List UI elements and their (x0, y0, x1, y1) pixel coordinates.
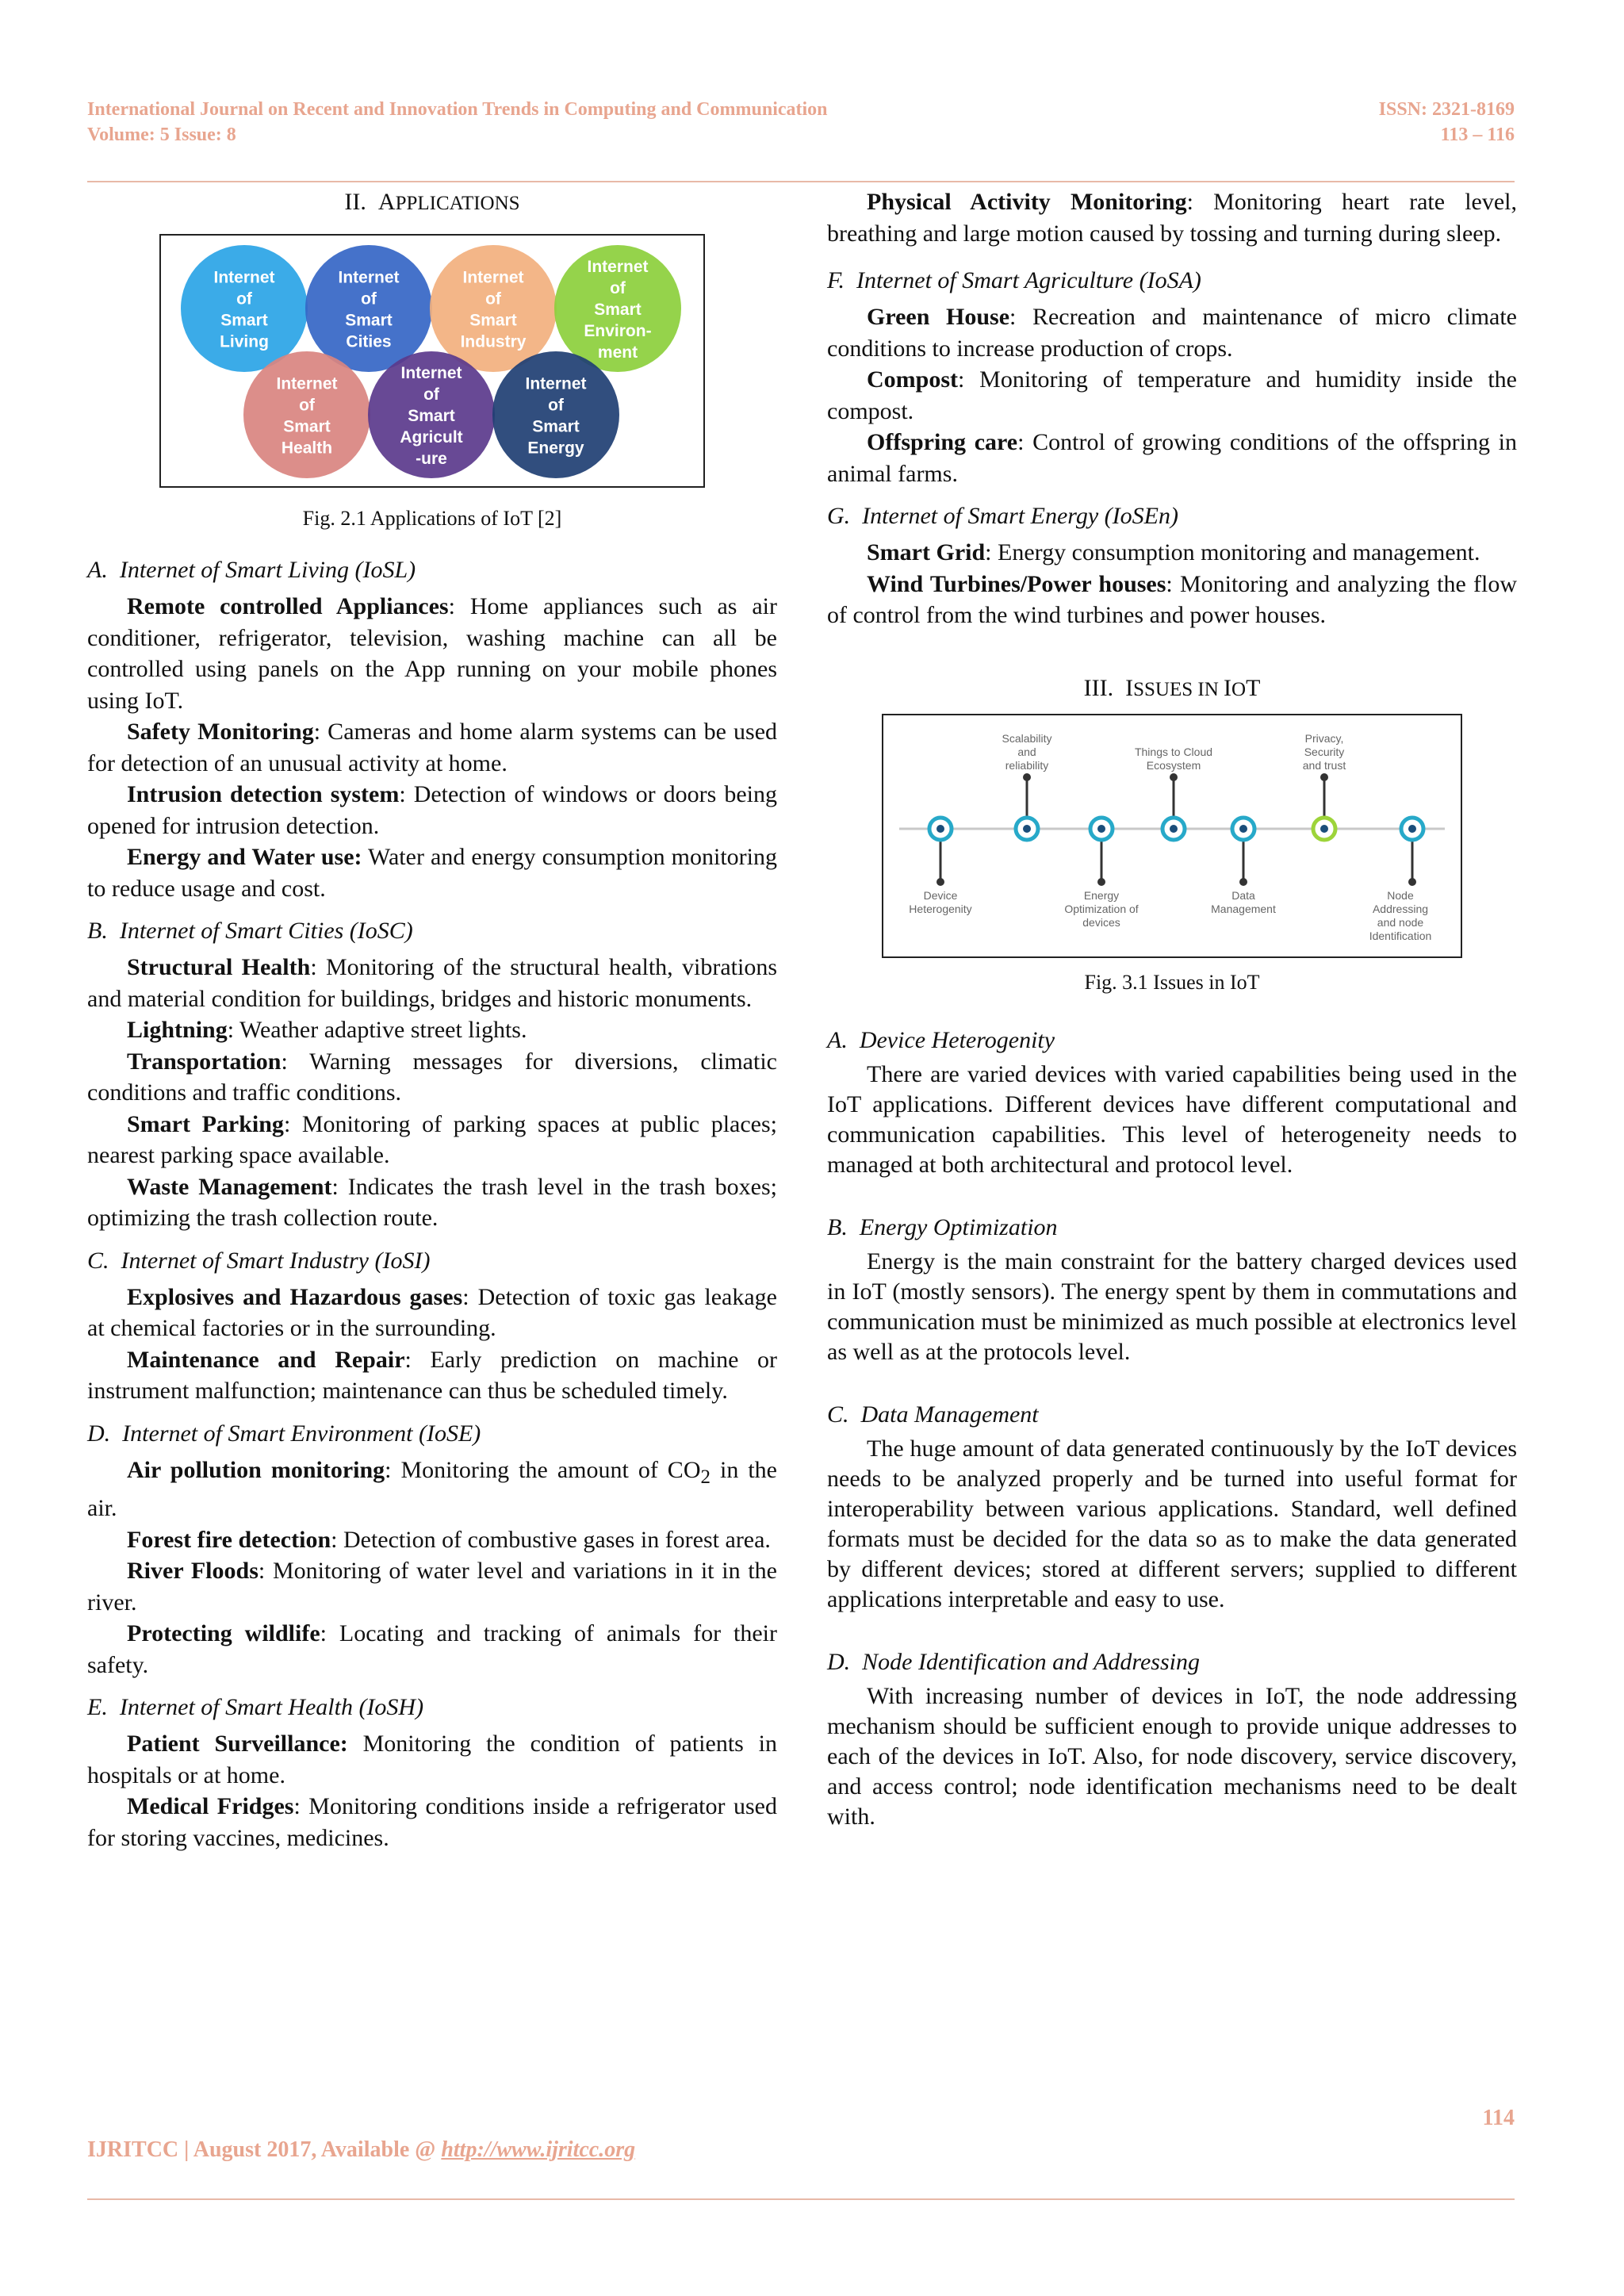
timeline-node-center (1170, 825, 1178, 833)
application-circle-label: Health (281, 439, 333, 458)
item-waste-management: Waste Management: Indicates the trash level in the trash boxes; optimizing the trash collection route. (87, 1173, 777, 1231)
paragraph-node-identification: With increasing number of devices in IoT, the node addressing mechanism should be sufficient enough to provide unique addresses to each of the devices in IoT. Also, for node discovery, service discovery, and access control; node identification mechanisms need to be dealt with. (827, 1682, 1517, 1830)
section-heading-applications: II. APPLICATIONS (344, 189, 520, 215)
subsection-data-management: C. Data Management (827, 1401, 1039, 1428)
issues-timeline-diagram (883, 715, 1461, 956)
application-circle-label: of (423, 385, 439, 404)
application-circle-5 (368, 351, 495, 478)
journal-issn-block (1379, 97, 1515, 148)
application-circle-label: Smart (594, 301, 642, 319)
paragraph-device-heterogenity: There are varied devices with varied capabilities being used in the IoT applications. Different devices have different computational and communication capabilities. This level of heterogeneity needs to managed at both architectural and protocol level. (827, 1060, 1517, 1178)
item-energy-water: Energy and Water use: Water and energy consumption monitoring to reduce usage and cost. (87, 844, 778, 902)
item-physical-activity: Physical Activity Monitoring: Monitoring heart rate level, breathing and large motion caused by tossing and turning during sleep. (827, 189, 1518, 247)
item-compost: Compost: Monitoring of temperature and humidity inside the compost. (827, 366, 1517, 424)
application-circle-label: Industry (460, 332, 527, 351)
footer-link[interactable]: http://www.ijritcc.org (441, 2137, 636, 2162)
application-circle-2 (430, 245, 557, 372)
application-circle-label: of (610, 279, 626, 297)
application-circle-label: Cities (346, 332, 392, 351)
journal-header (87, 97, 828, 148)
application-circle-4 (243, 351, 370, 478)
footer-citation: IJRITCC | August 2017, Available @ http://www.ijritcc.org (87, 2137, 636, 2162)
issue-top-label: reliability (1005, 758, 1049, 772)
applications-venn-diagram (161, 236, 703, 486)
figure-issues-in-iot (882, 714, 1462, 958)
item-green-house: Green House: Recreation and maintenance of micro climate conditions to increase production of crops. (827, 304, 1517, 362)
figure-2-1-caption: Fig. 2.1 Applications of IoT [2] (302, 507, 562, 530)
application-circle-shape (492, 351, 619, 478)
figure-3-1-caption: Fig. 3.1 Issues in IoT (1084, 970, 1260, 994)
application-circle-label: of (236, 289, 252, 309)
application-circle-shape (243, 351, 370, 478)
subsection-smart-energy: G. Internet of Smart Energy (IoSEn) (827, 503, 1178, 529)
application-circle-label: Internet (462, 268, 524, 287)
issue-bottom-label: and node (1377, 915, 1424, 929)
application-circle-label: of (361, 289, 377, 309)
application-circle-label: Internet (587, 258, 649, 276)
item-transportation: Transportation: Warning messages for diversions, climatic conditions and traffic conditions. (87, 1048, 777, 1106)
item-smart-grid: Smart Grid: Energy consumption monitoring and management. (867, 539, 1480, 565)
issue-top-label: Privacy, (1304, 731, 1344, 745)
application-circle-label: Smart (408, 407, 455, 425)
issue-top-label: and trust (1302, 758, 1346, 772)
subsection-node-identification: D. Node Identification and Addressing (827, 1648, 1200, 1675)
application-circle-shape (181, 245, 308, 372)
timeline-connector-dot (1320, 773, 1328, 781)
timeline-connector-dot (1023, 773, 1031, 781)
issue-bottom-label: Optimization of (1064, 902, 1139, 915)
footer-rule (87, 2198, 1515, 2200)
timeline-connector-dot (1097, 878, 1105, 886)
item-intrusion-detection: Intrusion detection system: Detection of windows or doors being opened for intrusion detection. (87, 781, 777, 839)
application-circle-0 (181, 245, 308, 372)
journal-issn: ISSN: 2321-8169 (1378, 99, 1515, 120)
application-circle-label: Smart (220, 311, 268, 330)
timeline-node-center (1408, 825, 1416, 833)
application-circle-label: of (299, 396, 315, 415)
item-lightning: Lightning: Weather adaptive street lights. (127, 1017, 527, 1043)
item-forest-fire: Forest fire detection: Detection of combustive gases in forest area. (127, 1526, 771, 1553)
header-rule (87, 181, 1515, 182)
application-circle-label: Environ- (584, 322, 652, 340)
subsection-smart-agriculture: F. Internet of Smart Agriculture (IoSA) (827, 267, 1201, 293)
application-circle-label: of (548, 396, 564, 415)
timeline-connector-dot (936, 878, 944, 886)
application-circle-3 (554, 245, 681, 372)
subsection-device-heterogenity: A. Device Heterogenity (827, 1026, 1055, 1053)
application-circle-label: of (485, 289, 501, 309)
item-patient-surveillance: Patient Surveillance: Monitoring the condition of patients in hospitals or at home. (87, 1731, 777, 1788)
item-maintenance-repair: Maintenance and Repair: Early prediction on machine or instrument malfunction; maintenance can thus be scheduled timely. (87, 1346, 777, 1404)
item-remote-appliances: Remote controlled Appliances: Home appliances such as air conditioner, refrigerator, television, washing machine can all be controlled using panels on the App running on your mobile phones using IoT. (87, 593, 777, 714)
page-number: 114 (1482, 2106, 1515, 2130)
issue-top-label: Things to Cloud (1134, 745, 1213, 758)
left-column (87, 186, 777, 1853)
timeline-connector-dot (1170, 773, 1178, 781)
issue-top-label: Security (1304, 745, 1345, 758)
journal-pages: 113 – 116 (1440, 125, 1515, 145)
timeline-node-center (1097, 825, 1105, 833)
subsection-smart-health: E. Internet of Smart Health (IoSH) (87, 1694, 424, 1720)
timeline-node-center (1023, 825, 1031, 833)
issue-bottom-label: devices (1082, 915, 1120, 929)
application-circle-label: Internet (213, 268, 275, 287)
issue-bottom-label: Data (1231, 888, 1255, 902)
application-circle-label: Internet (338, 268, 400, 287)
item-offspring-care: Offspring care: Control of growing conditions of the offspring in animal farms. (827, 429, 1517, 487)
paragraph-data-management: The huge amount of data generated continuously by the IoT devices needs to be analyzed properly and be turned into useful format for interoperability between various applications. Standard, well defined formats must be decided for the data so as to make the data generated by different devices; stored at different servers; supplied to different applications interpretable and easy to use. (827, 1435, 1517, 1612)
issue-top-label: and (1017, 745, 1036, 758)
application-circle-shape (430, 245, 557, 372)
right-column (827, 186, 1517, 1832)
issue-bottom-label: Device (923, 888, 958, 902)
section-heading-issues: III. ISSUES IN IOT (1083, 674, 1261, 701)
application-circle-label: Smart (345, 311, 393, 330)
issue-bottom-label: Management (1211, 902, 1276, 915)
item-structural-health: Structural Health: Monitoring of the structural health, vibrations and material condition for buildings, bridges and historic monuments. (87, 954, 777, 1012)
application-circle-1 (305, 245, 432, 372)
application-circle-label: Agricult (400, 428, 463, 447)
journal-title: International Journal on Recent and Innovation Trends in Computing and Communication (87, 99, 828, 120)
application-circle-label: Internet (400, 364, 462, 382)
issue-bottom-label: Node (1387, 888, 1414, 902)
application-circle-shape (305, 245, 432, 372)
issue-bottom-label: Heterogenity (909, 902, 972, 915)
subsection-smart-cities: B. Internet of Smart Cities (IoSC) (87, 918, 413, 944)
item-smart-parking: Smart Parking: Monitoring of parking spaces at public places; nearest parking space available. (87, 1110, 778, 1168)
issue-bottom-label: Addressing (1372, 902, 1429, 915)
subsection-smart-living: A. Internet of Smart Living (IoSL) (87, 557, 416, 583)
timeline-node-center (1239, 825, 1247, 833)
issue-bottom-label: Energy (1083, 888, 1120, 902)
figure-applications-of-iot (159, 234, 705, 488)
subsection-energy-optimization: B. Energy Optimization (827, 1213, 1058, 1240)
issue-bottom-label: Identification (1369, 929, 1432, 942)
item-safety-monitoring: Safety Monitoring: Cameras and home alarm systems can be used for detection of an unusual activity at home. (87, 719, 778, 776)
application-circle-label: Internet (276, 374, 338, 393)
application-circle-label: ment (597, 343, 638, 362)
timeline-node-center (1320, 825, 1328, 833)
subsection-smart-environment: D. Internet of Smart Environment (IoSE) (87, 1420, 481, 1447)
application-circle-label: Smart (283, 417, 331, 436)
application-circle-label: Energy (527, 439, 584, 458)
item-protecting-wildlife: Protecting wildlife: Locating and tracking of animals for their safety. (87, 1620, 777, 1678)
item-explosives-gases: Explosives and Hazardous gases: Detection of toxic gas leakage at chemical factories or in the surrounding. (87, 1283, 778, 1341)
application-circle-label: Smart (532, 417, 580, 436)
timeline-node-center (936, 825, 944, 833)
application-circle-label: Living (220, 332, 269, 351)
timeline-connector-dot (1408, 878, 1416, 886)
subsection-smart-industry: C. Internet of Smart Industry (IoSI) (87, 1247, 431, 1274)
application-circle-label: Internet (525, 374, 587, 393)
application-circle-6 (492, 351, 619, 478)
issue-top-label: Ecosystem (1146, 758, 1201, 772)
application-circle-label: -ure (416, 450, 447, 468)
issue-top-label: Scalability (1002, 731, 1052, 745)
timeline-connector-dot (1239, 878, 1247, 886)
item-river-floods: River Floods: Monitoring of water level and variations in it in the river. (87, 1558, 777, 1616)
item-air-pollution: Air pollution monitoring: Monitoring the amount of $CO_2$ in the air. (87, 1456, 777, 1521)
item-wind-turbines: Wind Turbines/Power houses: Monitoring and analyzing the flow of control from the wind turbines and power houses. (827, 570, 1517, 628)
application-circle-label: Smart (469, 311, 517, 330)
item-medical-fridges: Medical Fridges: Monitoring conditions inside a refrigerator used for storing vaccines, medicines. (87, 1793, 777, 1851)
journal-volume: Volume: 5 Issue: 8 (87, 125, 236, 145)
paragraph-energy-optimization: Energy is the main constraint for the battery charged devices used in IoT (mostly sensors). The energy spent by them in commutations and communication must be minimized as much possible at electronics level as well as at the protocols level. (827, 1248, 1517, 1365)
